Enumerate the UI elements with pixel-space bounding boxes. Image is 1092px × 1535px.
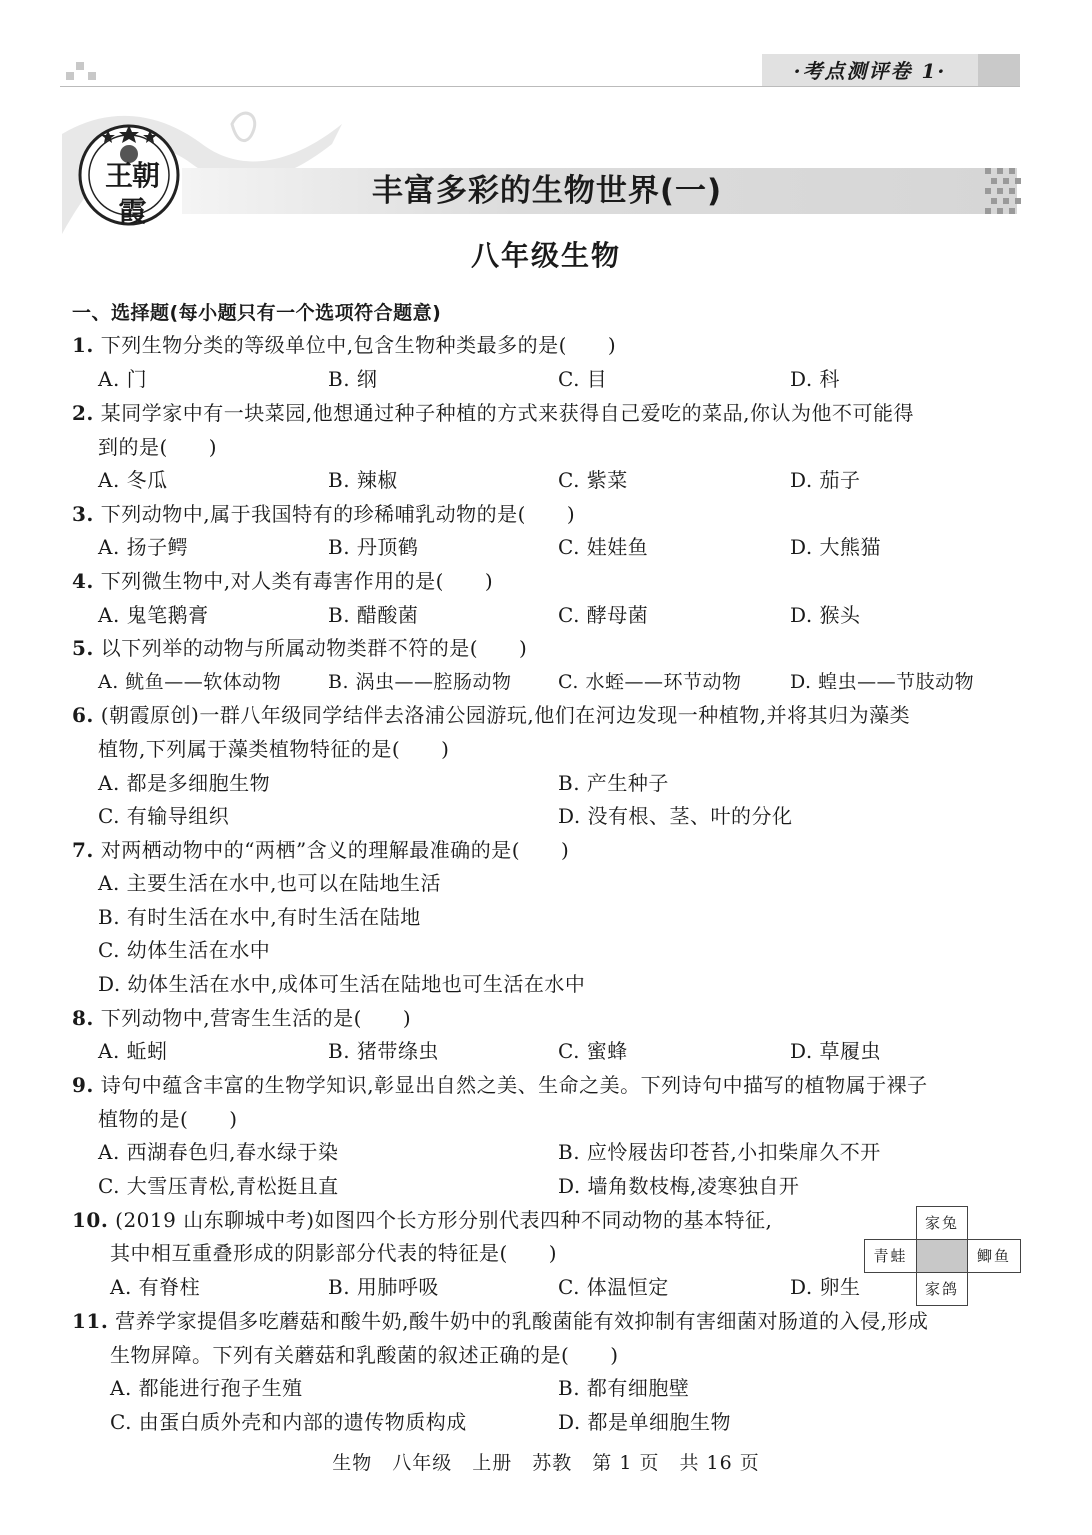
logo-text: 王朝霞 — [104, 159, 159, 228]
q11-option-d: D. 都是单细胞生物 — [558, 1410, 732, 1434]
q3-option-b: B. 丹顶鹤 — [328, 535, 419, 559]
diagram-cell-bottom: 家鸽 — [916, 1272, 968, 1306]
diagram-cell-right: 鲫鱼 — [967, 1239, 1021, 1273]
q2-option-b: B. 辣椒 — [328, 468, 398, 492]
q10-option-c: C. 体温恒定 — [558, 1275, 669, 1299]
question-8: 8. 下列动物中,营寄生生活的是( ) — [72, 1006, 412, 1030]
q9-option-a: A. 西湖春色归,春水绿于染 — [98, 1140, 339, 1164]
q4-option-c: C. 酵母菌 — [558, 603, 649, 627]
q5-option-a: A. 鱿鱼——软体动物 — [98, 671, 282, 693]
q11-option-a: A. 都能进行孢子生殖 — [110, 1376, 303, 1400]
question-7: 7. 对两栖动物中的“两栖”含义的理解最准确的是( ) — [72, 838, 570, 862]
question-1: 1. 下列生物分类的等级单位中,包含生物种类最多的是( ) — [72, 333, 617, 357]
question-2-line-2: 到的是( ) — [98, 435, 218, 459]
q11-option-c: C. 由蛋白质外壳和内部的遗传物质构成 — [110, 1410, 467, 1434]
header-rule — [60, 86, 1020, 87]
q5-option-c: C. 水蛭——环节动物 — [558, 671, 742, 693]
page-footer: 生物 八年级 上册 苏教 第 1 页 共 16 页 — [332, 1452, 760, 1474]
q9-option-b: B. 应怜屐齿印苍苔,小扣柴扉久不开 — [558, 1140, 881, 1164]
diagram-cell-top: 家兔 — [916, 1206, 968, 1240]
q6-option-d: D. 没有根、茎、叶的分化 — [558, 804, 793, 828]
q1-option-c: C. 目 — [558, 367, 608, 391]
question-10-line-2: 其中相互重叠形成的阴影部分代表的特征是( ) — [110, 1241, 558, 1265]
q10-option-a: A. 有脊柱 — [110, 1275, 201, 1299]
question-5: 5. 以下列举的动物与所属动物类群不符的是( ) — [72, 636, 528, 660]
header-label: ·考点测评卷 1· — [793, 59, 947, 83]
q5-option-b: B. 涡虫——腔肠动物 — [328, 671, 512, 693]
q4-option-b: B. 醋酸菌 — [328, 603, 419, 627]
q3-option-a: A. 扬子鳄 — [98, 535, 189, 559]
q1-option-a: A. 门 — [98, 367, 148, 391]
question-11: 11. 营养学家提倡多吃蘑菇和酸牛奶,酸牛奶中的乳酸菌能有效抑制有害细菌对肠道的入侵,形成 — [72, 1309, 929, 1333]
q3-option-d: D. 大熊猫 — [790, 535, 882, 559]
q9-option-d: D. 墙角数枝梅,凌寒独自开 — [558, 1174, 800, 1198]
q8-option-b: B. 猪带绦虫 — [328, 1039, 439, 1063]
diagram-cell-shaded — [916, 1239, 968, 1273]
diagram-cell-left: 青蛙 — [864, 1239, 917, 1273]
q1-option-b: B. 纲 — [328, 367, 378, 391]
section-heading: 一、选择题(每小题只有一个选项符合题意) — [72, 302, 442, 324]
question-2: 2. 某同学家中有一块菜园,他想通过种子种植的方式来获得自己爱吃的菜品,你认为他不可能得 — [72, 401, 914, 425]
q7-option-a: A. 主要生活在水中,也可以在陆地生活 — [98, 871, 442, 895]
q6-option-a: A. 都是多细胞生物 — [98, 771, 271, 795]
q4-option-a: A. 鬼笔鹅膏 — [98, 603, 209, 627]
title-dots-decoration — [985, 166, 1025, 216]
question-10: 10. (2019 山东聊城中考)如图四个长方形分别代表四种不同动物的基本特征, — [72, 1208, 773, 1232]
question-6: 6. (朝霞原创)一群八年级同学结伴去洛浦公园游玩,他们在河边发现一种植物,并将其归为藻类 — [72, 703, 911, 727]
q8-option-c: C. 蜜蜂 — [558, 1039, 628, 1063]
question-6-line-2: 植物,下列属于藻类植物特征的是( ) — [98, 737, 450, 761]
q10-option-b: B. 用肺呼吸 — [328, 1275, 439, 1299]
page-title: 丰富多彩的生物世界(一) — [371, 173, 723, 209]
q2-option-a: A. 冬瓜 — [98, 468, 168, 492]
q4-option-d: D. 猴头 — [790, 603, 861, 627]
corner-squares-decoration — [66, 62, 106, 82]
q6-option-b: B. 产生种子 — [558, 771, 669, 795]
q1-option-d: D. 科 — [790, 367, 841, 391]
q7-option-c: C. 幼体生活在水中 — [98, 938, 271, 962]
q8-option-d: D. 草履虫 — [790, 1039, 882, 1063]
q6-option-c: C. 有输导组织 — [98, 804, 230, 828]
q11-option-b: B. 都有细胞壁 — [558, 1376, 690, 1400]
q7-option-b: B. 有时生活在水中,有时生活在陆地 — [98, 905, 421, 929]
question-3: 3. 下列动物中,属于我国特有的珍稀哺乳动物的是( ) — [72, 502, 576, 526]
question-11-line-2: 生物屏障。下列有关蘑菇和乳酸菌的叙述正确的是( ) — [110, 1343, 619, 1367]
q8-option-a: A. 蚯蚓 — [98, 1039, 168, 1063]
q10-option-d: D. 卵生 — [790, 1275, 861, 1299]
q2-option-d: D. 茄子 — [790, 468, 861, 492]
q5-option-d: D. 蝗虫——节肢动物 — [790, 671, 975, 693]
page-subtitle: 八年级生物 — [470, 239, 621, 272]
question-9: 9. 诗句中蕴含丰富的生物学知识,彰显出自然之美、生命之美。下列诗句中描写的植物属于裸子 — [72, 1073, 928, 1097]
q7-option-d: D. 幼体生活在水中,成体可生活在陆地也可生活在水中 — [98, 972, 586, 996]
question-4: 4. 下列微生物中,对人类有毒害作用的是( ) — [72, 569, 494, 593]
header-tab-accent — [978, 54, 1020, 86]
question-9-line-2: 植物的是( ) — [98, 1107, 238, 1131]
q3-option-c: C. 娃娃鱼 — [558, 535, 649, 559]
q9-option-c: C. 大雪压青松,青松挺且直 — [98, 1174, 339, 1198]
q2-option-c: C. 紫菜 — [558, 468, 628, 492]
